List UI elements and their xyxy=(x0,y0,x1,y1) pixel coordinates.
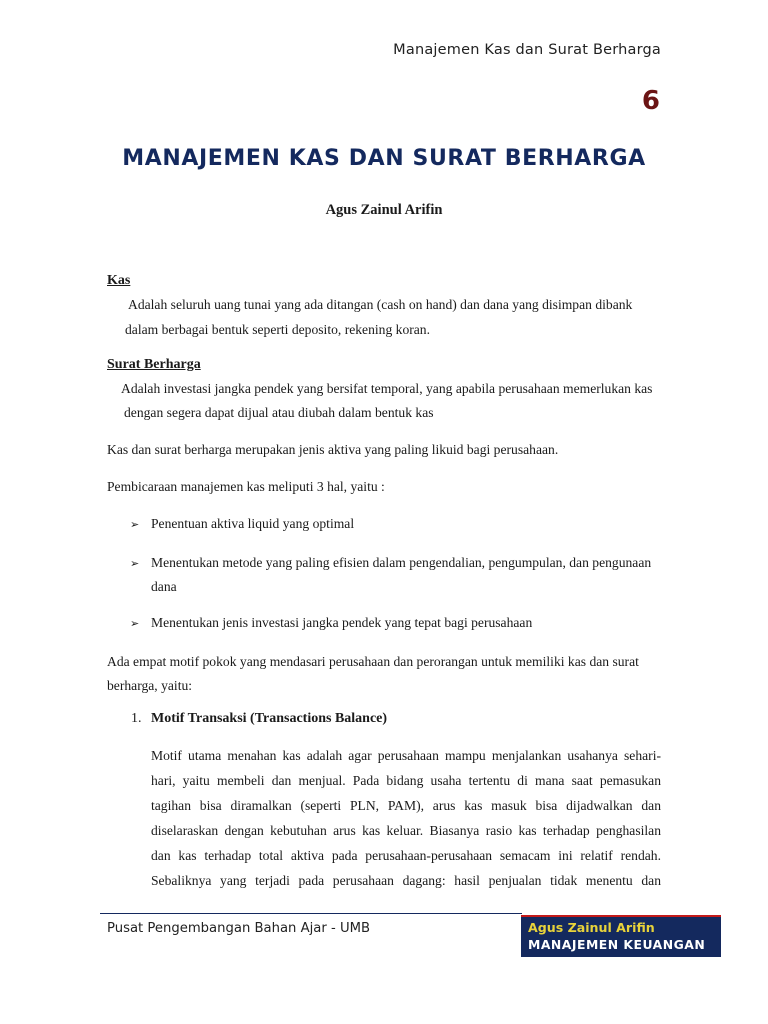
author-name: Agus Zainul Arifin xyxy=(325,202,443,218)
kas-definition-line1: Adalah seluruh uang tunai yang ada ditangan (cash on hand) dan dana yang disimpan dibank xyxy=(128,297,633,312)
arrow-bullet-icon: ➢ xyxy=(130,558,140,570)
motif-body-line: tagihan bisa diramalkan (seperti PLN, PAM), arus kas masuk bisa dijadwalkan dan xyxy=(151,798,661,813)
motif-intro-line1: Ada empat motif pokok yang mendasari perusahaan dan perorangan untuk memiliki kas dan surat xyxy=(107,654,639,669)
motif-body-line: diselaraskan dengan kebutuhan arus kas keluar. Biasanya rasio kas terhadap penghasilan xyxy=(151,823,661,838)
bullet-item: Menentukan metode yang paling efisien dalam pengendalian, pengumpulan, dan pengunaan xyxy=(151,555,652,570)
arrow-bullet-icon: ➢ xyxy=(130,519,140,531)
list-number: 1. xyxy=(131,711,142,726)
page-title: MANAJEMEN KAS DAN SURAT BERHARGA xyxy=(122,146,646,171)
motif-body-line: Motif utama menahan kas adalah agar perusahaan mampu menjalankan usahanya sehari- xyxy=(151,748,661,763)
kas-heading: Kas xyxy=(107,273,131,288)
motif-body-line: dan kas terhadap total aktiva pada perusahaan-perusahaan semacam ini relatif rendah. xyxy=(151,848,661,863)
motif-body-line: hari, yaitu membeli dan menjual. Pada bidang usaha tertentu di mana saat pemasukan xyxy=(151,773,661,788)
footer-author-box xyxy=(521,915,721,957)
surat-definition-line1: Adalah investasi jangka pendek yang bersifat temporal, yang apabila perusahaan memerlukan kas xyxy=(121,381,653,396)
footer-publisher: Pusat Pengembangan Bahan Ajar - UMB xyxy=(107,921,371,936)
bullet-item: Penentuan aktiva liquid yang optimal xyxy=(151,516,355,531)
paragraph-likuid: Kas dan surat berharga merupakan jenis aktiva yang paling likuid bagi perusahaan. xyxy=(107,442,559,457)
bullet-item-continuation: dana xyxy=(151,579,177,594)
footer-divider xyxy=(100,913,522,914)
motif-transaksi-title: Motif Transaksi (Transactions Balance) xyxy=(151,711,388,726)
running-header: Manajemen Kas dan Surat Berharga xyxy=(393,42,661,58)
bullet-item: Menentukan jenis investasi jangka pendek yang tepat bagi perusahaan xyxy=(151,615,533,630)
footer-author: Agus Zainul Arifin xyxy=(528,920,655,935)
motif-body-line: Sebaliknya yang terjadi pada perusahaan dagang: hasil penjualan tidak menentu dan xyxy=(151,873,661,888)
chapter-number: 6 xyxy=(641,86,660,116)
footer-subject: MANAJEMEN KEUANGAN xyxy=(528,937,706,952)
paragraph-pembicaraan: Pembicaraan manajemen kas meliputi 3 hal, yaitu : xyxy=(107,479,385,494)
kas-definition-line2: dalam berbagai bentuk seperti deposito, rekening koran. xyxy=(125,322,431,337)
surat-berharga-heading: Surat Berharga xyxy=(107,357,201,372)
footer-box-accent xyxy=(521,915,721,917)
motif-intro-line2: berharga, yaitu: xyxy=(107,678,193,693)
arrow-bullet-icon: ➢ xyxy=(130,618,140,630)
surat-definition-line2: dengan segera dapat dijual atau diubah dalam bentuk kas xyxy=(124,405,434,420)
